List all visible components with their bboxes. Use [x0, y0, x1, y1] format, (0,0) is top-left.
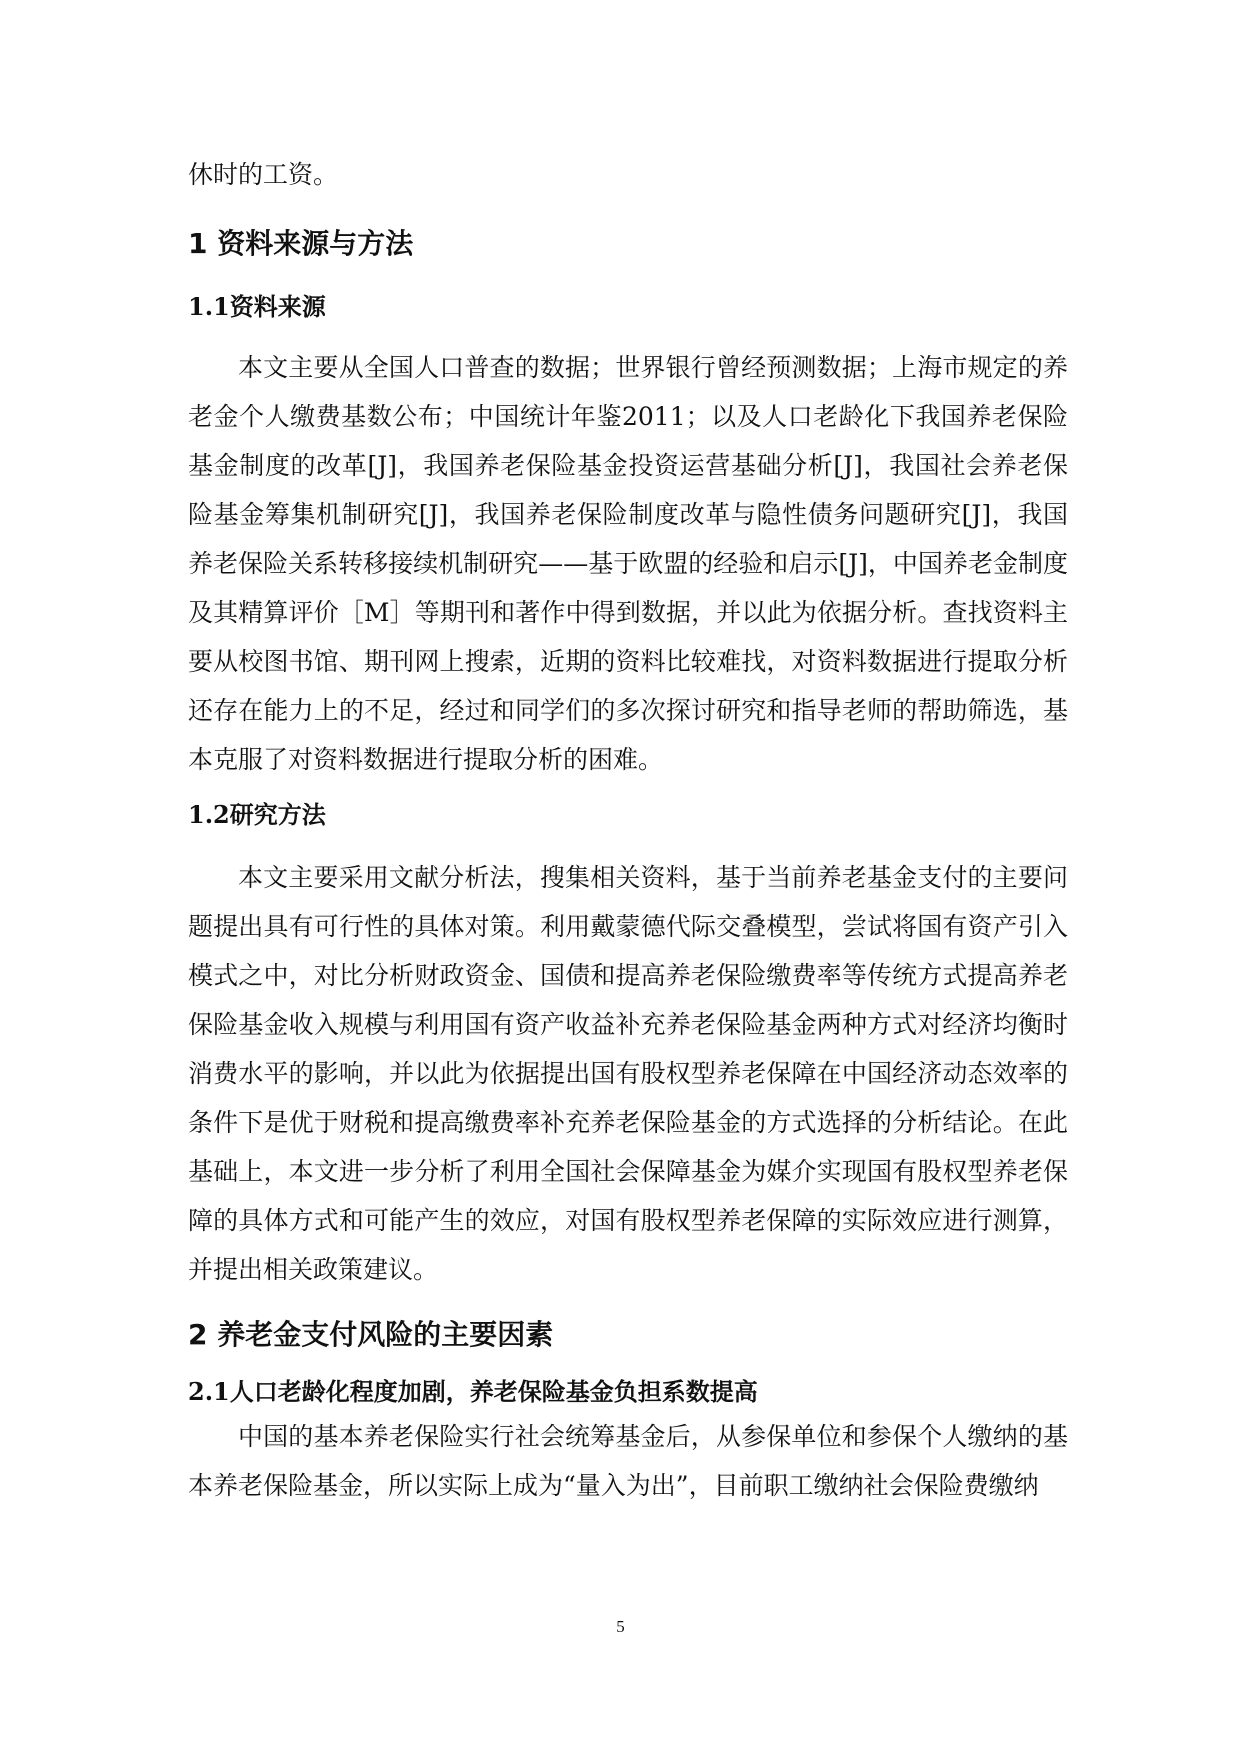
- page-number: 5: [616, 1617, 625, 1636]
- subsection-1-1-heading: 1.1资料来源: [188, 292, 326, 321]
- subsection-2-1-heading: 2.1人口老龄化程度加剧，养老保险基金负担系数提高: [188, 1377, 758, 1406]
- continuation-paragraph: 休时的工资。: [188, 160, 339, 189]
- document-page: [188, 150, 1068, 1510]
- subsection-2-1-paragraph: 中国的基本养老保险实行社会统筹基金后，从参保单位和参保个人缴纳的基本养老保险基金，所以实际上成为“量入为出”，目前职工缴纳社会保险费缴纳: [188, 1422, 1068, 1500]
- subsection-1-1-paragraph: 本文主要从全国人口普查的数据；世界银行曾经预测数据；上海市规定的养老金个人缴费基数公布；中国统计年鉴2011；以及人口老龄化下我国养老保险基金制度的改革[J]，我国养老保险基金投资运营基础分析[J]，我国社会养老保险基金筹集机制研究[J]，我国养老保险制度改革与隐性债务问题研究[J]，我国养老保险关系转移接续机制研究——基于欧盟的经验和启示[J]，中国养老金制度及其精算评价［M］等期刊和著作中得到数据，并以此为依据分析。查找资料主要从校图书馆、期刊网上搜索，近期的资料比较难找，对资料数据进行提取分析还存在能力上的不足，经过和同学们的多次探讨研究和指导老师的帮助筛选，基本克服了对资料数据进行提取分析的困难。: [188, 353, 1068, 774]
- section-2-heading: 2 养老金支付风险的主要因素: [188, 1318, 554, 1351]
- section-1-heading: 1 资料来源与方法: [188, 227, 414, 260]
- subsection-1-2-paragraph: 本文主要采用文献分析法，搜集相关资料，基于当前养老基金支付的主要问题提出具有可行性的具体对策。利用戴蒙德代际交叠模型，尝试将国有资产引入模式之中，对比分析财政资金、国债和提高养老保险缴费率等传统方式提高养老保险基金收入规模与利用国有资产收益补充养老保险基金两种方式对经济均衡时消费水平的影响，并以此为依据提出国有股权型养老保障在中国经济动态效率的条件下是优于财税和提高缴费率补充养老保险基金的方式选择的分析结论。在此基础上，本文进一步分析了利用全国社会保障基金为媒介实现国有股权型养老保障的具体方式和可能产生的效应，对国有股权型养老保障的实际效应进行测算，并提出相关政策建议。: [188, 863, 1068, 1284]
- subsection-1-2-heading: 1.2研究方法: [188, 800, 326, 829]
